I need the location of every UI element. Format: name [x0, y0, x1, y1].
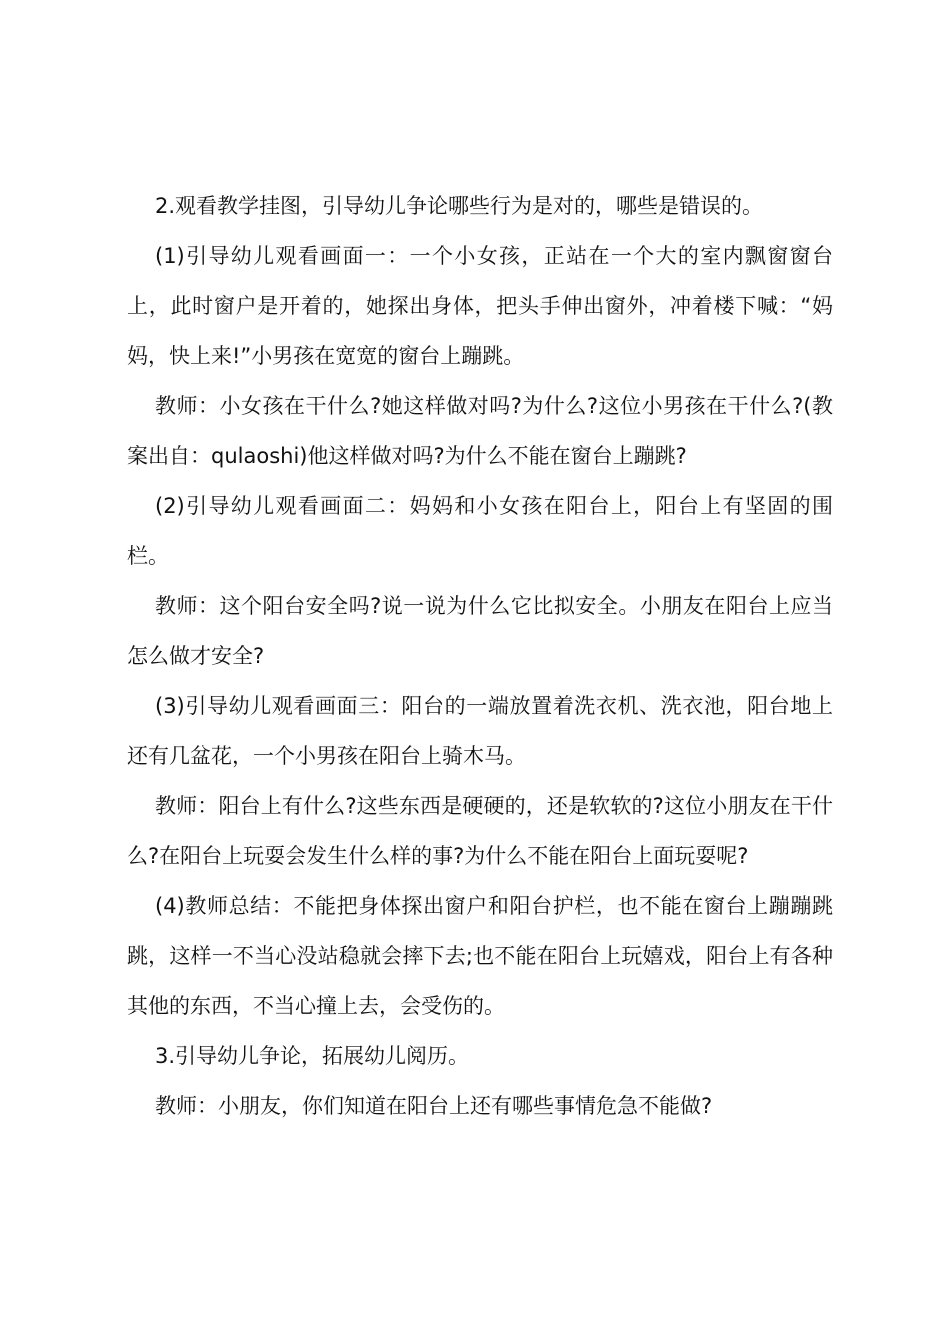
paragraph-picture-three: (3)引导幼儿观看画面三：阳台的一端放置着洗衣机、洗衣池，阳台地上还有几盆花，一个小男孩在阳台上骑木马。	[127, 694, 833, 768]
paragraph-section-2-heading: 2.观看教学挂图，引导幼儿争论哪些行为是对的，哪些是错误的。	[155, 194, 764, 218]
document-body	[127, 181, 833, 1131]
paragraph-section-3-heading: 3.引导幼儿争论，拓展幼儿阅历。	[155, 1044, 470, 1068]
paragraph-picture-one: (1)引导幼儿观看画面一：一个小女孩，正站在一个大的室内飘窗窗台上，此时窗户是开着的，她探出身体，把头手伸出窗外，冲着楼下喊：“妈妈，快上来!”小男孩在宽宽的窗台上蹦跳。	[127, 244, 833, 368]
paragraph-teacher-question-two: 教师：这个阳台安全吗?说一说为什么它比拟安全。小朋友在阳台上应当怎么做才安全?	[127, 594, 833, 668]
paragraph-picture-two: (2)引导幼儿观看画面二：妈妈和小女孩在阳台上，阳台上有坚固的围栏。	[127, 494, 833, 568]
paragraph-teacher-question-one: 教师：小女孩在干什么?她这样做对吗?为什么?这位小男孩在干什么?(教案出自：qulaoshi)他这样做对吗?为什么不能在窗台上蹦跳?	[127, 394, 833, 468]
paragraph-teacher-question-three: 教师：阳台上有什么?这些东西是硬硬的，还是软软的?这位小朋友在干什么?在阳台上玩耍会发生什么样的事?为什么不能在阳台上面玩耍呢?	[127, 794, 833, 868]
paragraph-teacher-summary: (4)教师总结：不能把身体探出窗户和阳台护栏，也不能在窗台上蹦蹦跳跳，这样一不当心没站稳就会摔下去;也不能在阳台上玩嬉戏，阳台上有各种其他的东西，不当心撞上去，会受伤的。	[127, 894, 833, 1018]
paragraph-teacher-question-four: 教师：小朋友，你们知道在阳台上还有哪些事情危急不能做?	[155, 1094, 713, 1118]
